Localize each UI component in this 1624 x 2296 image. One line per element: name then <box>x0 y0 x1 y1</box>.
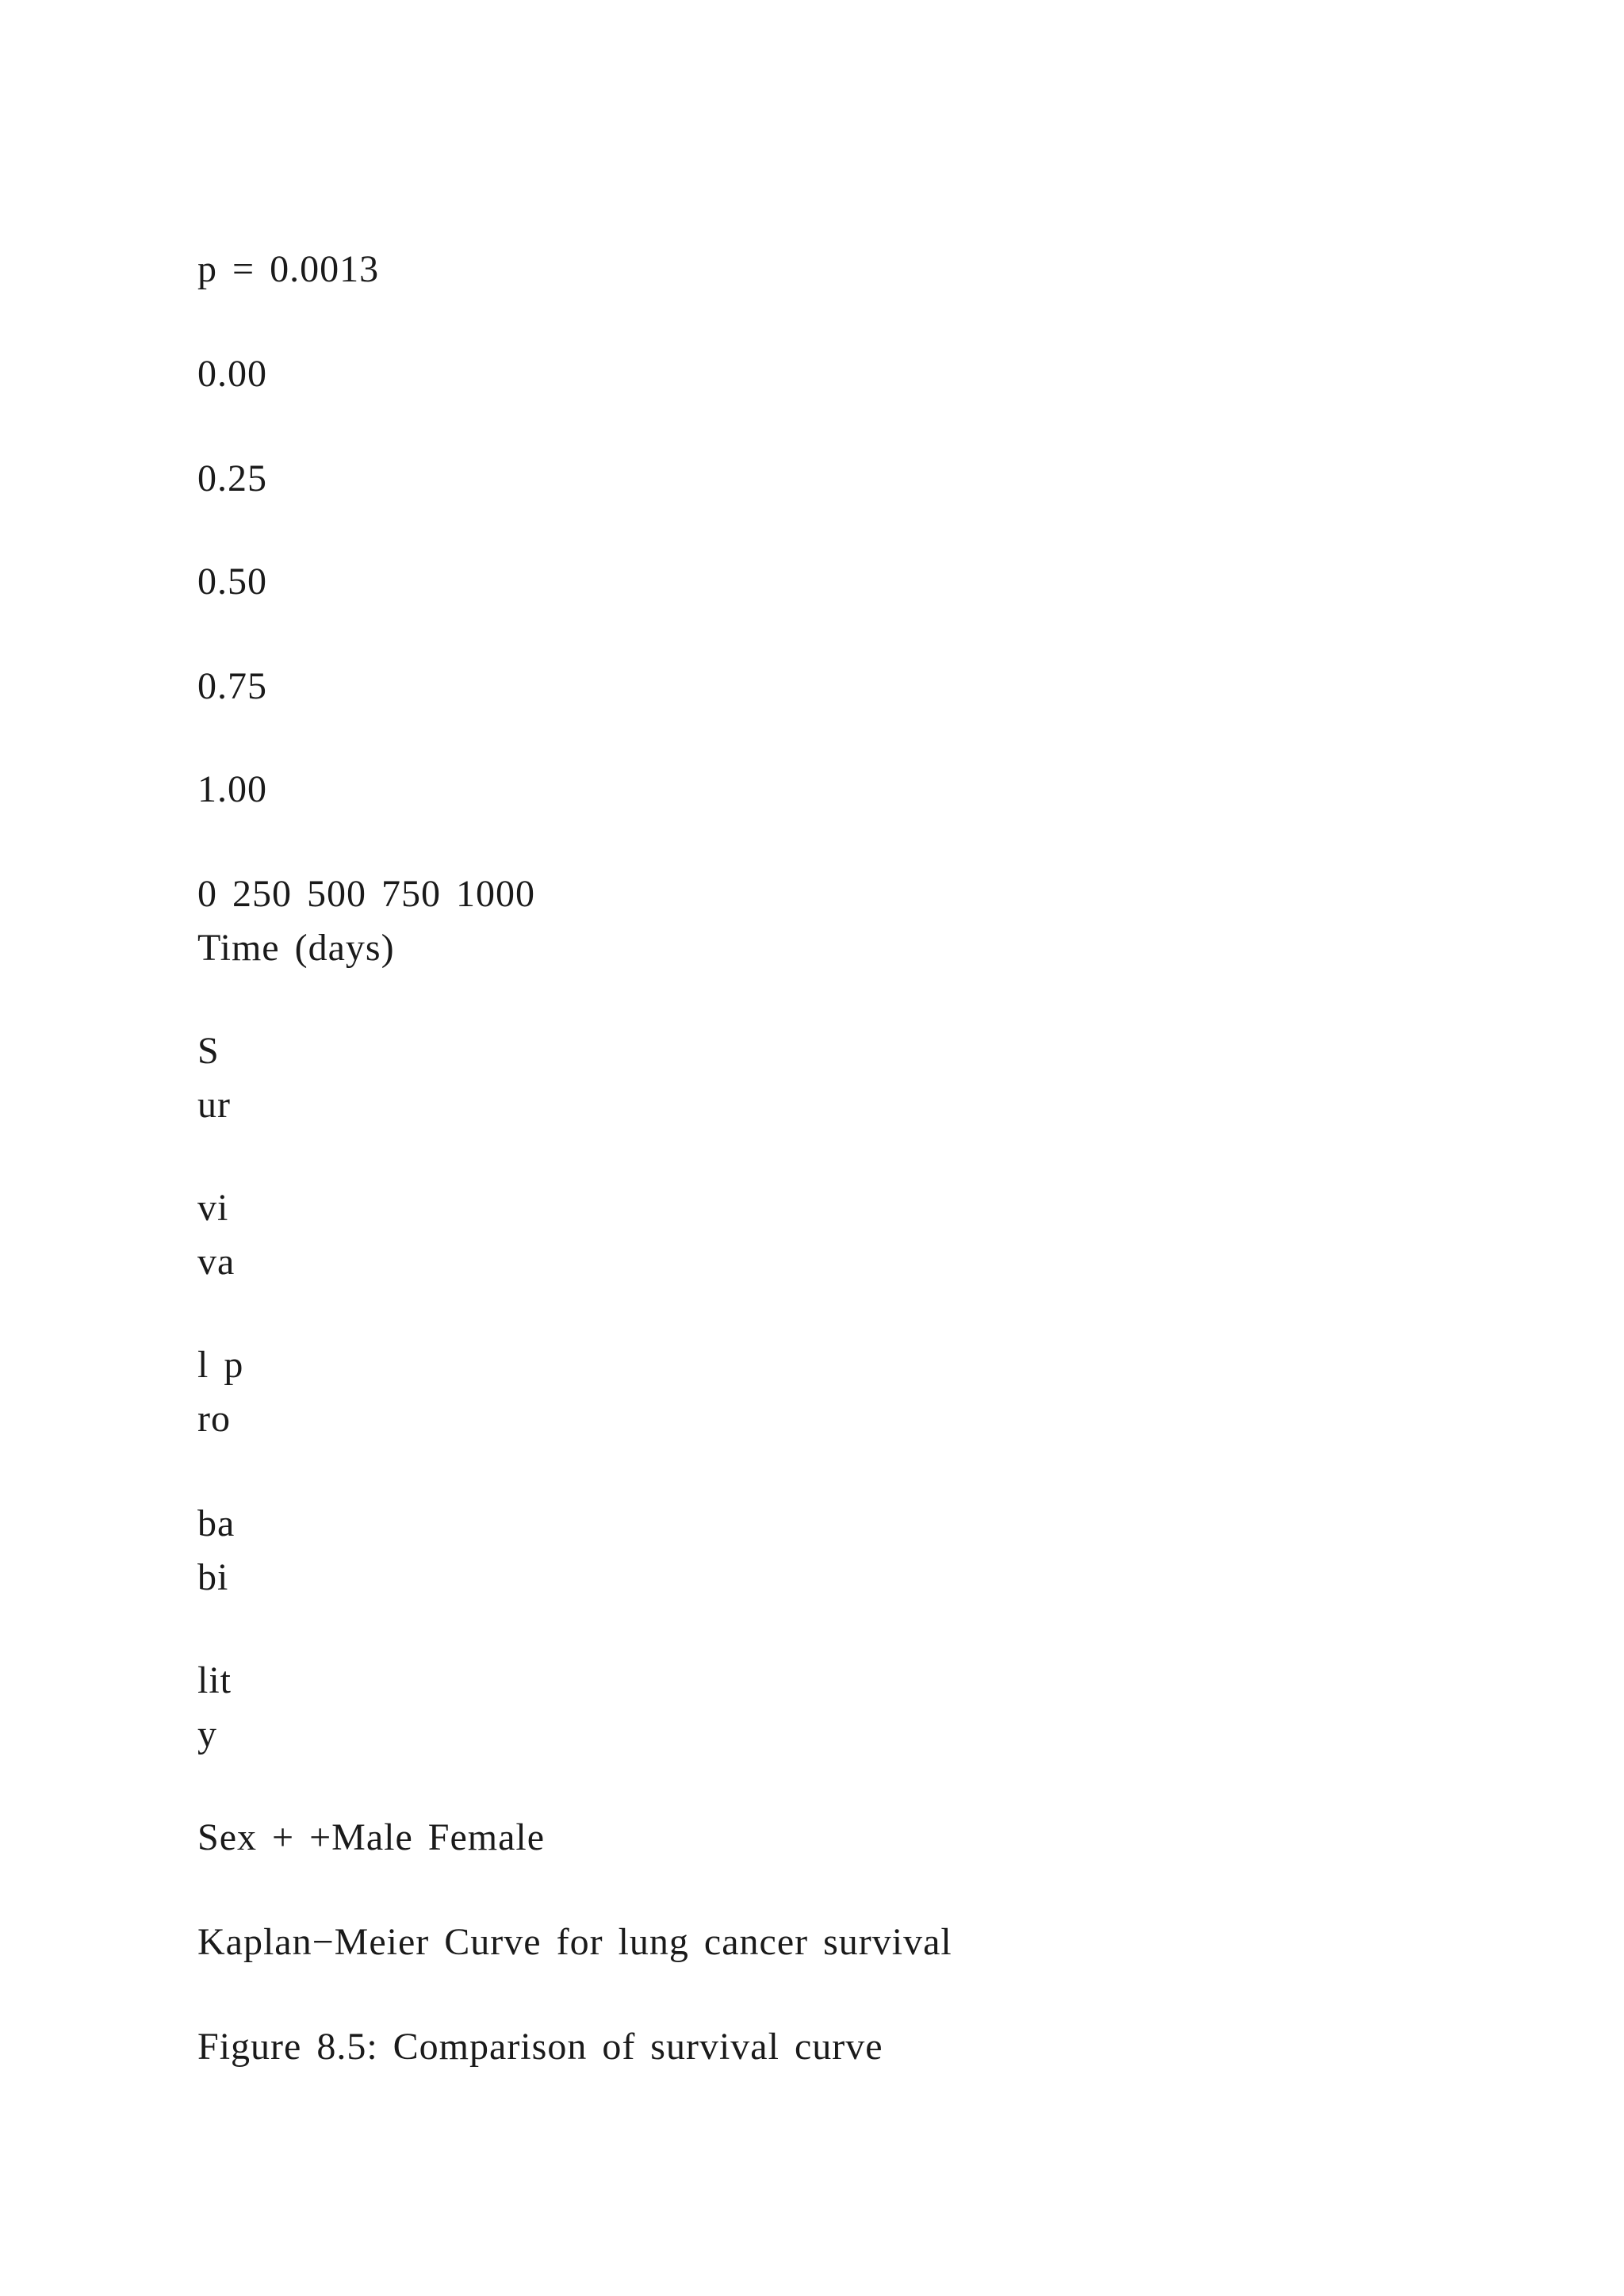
y-label-fragment: ur <box>197 1084 231 1126</box>
y-label-fragment: va <box>197 1241 236 1283</box>
y-label-fragment: S <box>197 1030 220 1072</box>
y-label-fragment: bi <box>197 1556 229 1598</box>
y-tick-label: 0.50 <box>197 561 267 603</box>
y-label-fragment: y <box>197 1713 217 1755</box>
legend-text: Sex + +Male Female <box>197 1816 546 1858</box>
y-tick-label: 0.25 <box>197 457 267 499</box>
y-label-fragment: lit <box>197 1659 232 1701</box>
figure-caption: Figure 8.5: Comparison of survival curve <box>197 2026 883 2068</box>
y-tick-label: 1.00 <box>197 768 267 810</box>
x-axis-label: Time (days) <box>197 927 395 969</box>
chart-title: Kaplan−Meier Curve for lung cancer survival <box>197 1921 952 1963</box>
y-tick-label: 0.00 <box>197 353 267 395</box>
p-value-text: p = 0.0013 <box>197 248 380 290</box>
y-label-fragment: ba <box>197 1502 236 1544</box>
x-tick-labels: 0 250 500 750 1000 <box>197 873 535 915</box>
y-label-fragment: l p <box>197 1344 244 1386</box>
y-label-fragment: vi <box>197 1187 229 1229</box>
y-label-fragment: ro <box>197 1398 231 1440</box>
y-tick-label: 0.75 <box>197 665 267 707</box>
